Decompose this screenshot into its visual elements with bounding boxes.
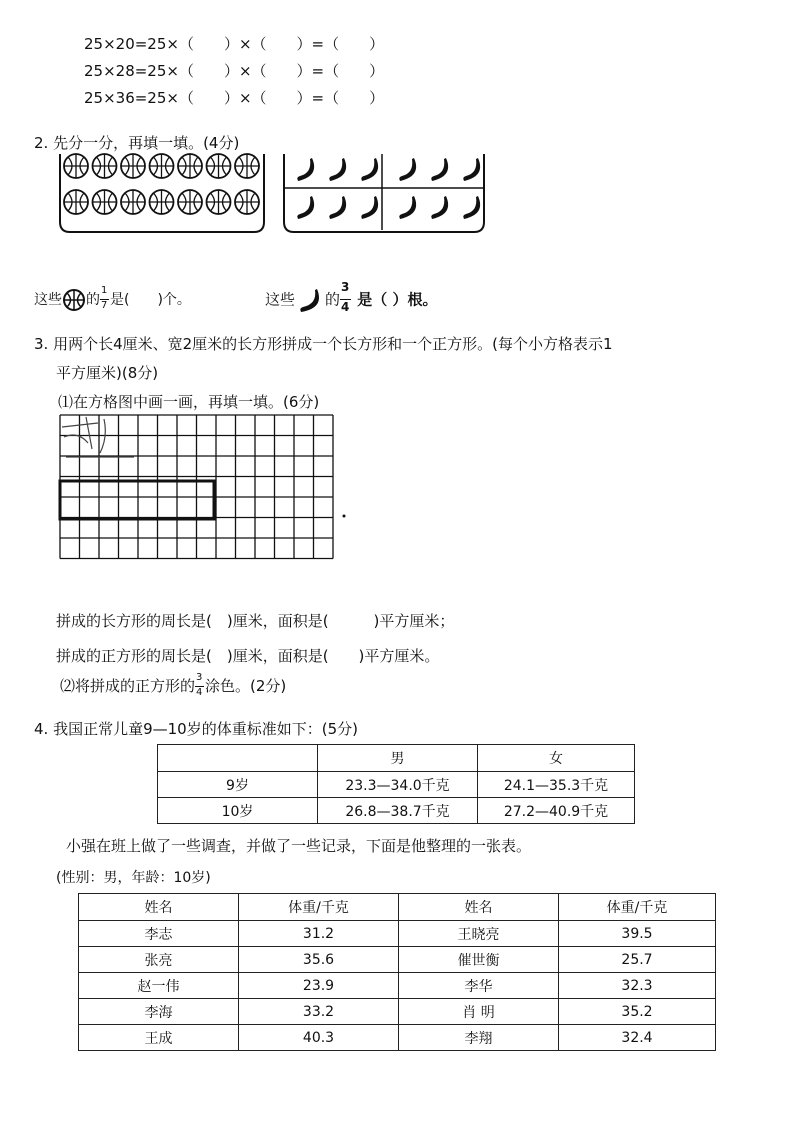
table-cell: 李华 (399, 973, 559, 999)
q4-meta: (性别：男，年龄：10岁) (56, 870, 211, 886)
table-row (79, 973, 716, 999)
fraction-three-quarters (195, 671, 205, 698)
basketball-icon (235, 154, 259, 178)
q4-title: 4. 我国正常儿童9—10岁的体重标准如下：(5分) (34, 720, 358, 738)
header-cell: 体重/千克 (559, 894, 716, 921)
q2-title: 2. 先分一分，再填一填。(4分) (34, 134, 240, 152)
table-row (79, 1025, 716, 1051)
banana-icon (431, 158, 448, 181)
banana-icon (361, 196, 378, 219)
table-header-row (79, 894, 716, 921)
basketball-icon (93, 190, 117, 214)
basketball-icon (207, 190, 231, 214)
table-cell: 25.7 (559, 947, 716, 973)
text-of: 的 (325, 290, 341, 309)
table-cell: 肖 明 (399, 999, 559, 1025)
basketball-icon (150, 154, 174, 178)
basketball-icon (62, 288, 86, 312)
banana-icon (399, 158, 416, 181)
q3-title-line1: 3. 用两个长4厘米、宽2厘米的长方形拼成一个长方形和一个正方形。(每个小方格表示1 (34, 335, 613, 353)
table-row (79, 921, 716, 947)
table-header-row (158, 745, 635, 772)
table-cell: 32.4 (559, 1025, 716, 1051)
table-cell: 32.3 (559, 973, 716, 999)
table-cell: 26.8—38.7千克 (318, 798, 478, 824)
text-prefix: ⑵将拼成的正方形的 (60, 677, 196, 695)
frac-den: 4 (196, 686, 203, 698)
table-cell: 27.2—40.9千克 (478, 798, 635, 824)
table-cell: 24.1—35.3千克 (478, 772, 635, 798)
table-row (79, 999, 716, 1025)
q3-title-line2: 平方厘米)(8分) (56, 364, 159, 382)
table-cell: 李翔 (399, 1025, 559, 1051)
table-cell: 王晓亮 (399, 921, 559, 947)
standard-table (157, 744, 635, 824)
table-cell: 40.3 (239, 1025, 399, 1051)
basketball-icon (150, 190, 174, 214)
banana-icon (329, 158, 346, 181)
frac-den: 4 (341, 300, 350, 314)
banana-icon (297, 196, 314, 219)
frac-num: 3 (196, 671, 203, 683)
table-cell: 39.5 (559, 921, 716, 947)
table-cell: 35.6 (239, 947, 399, 973)
basketball-icon (207, 154, 231, 178)
table-cell: 10岁 (158, 798, 318, 824)
table-cell: 33.2 (239, 999, 399, 1025)
table-row (158, 798, 635, 824)
table-cell: 催世衡 (399, 947, 559, 973)
survey-table (78, 893, 716, 1051)
equation-2: 25×28=25×（ ）×（ ）=（ ） (84, 62, 385, 80)
frac-den: 7 (101, 300, 108, 311)
header-cell: 体重/千克 (239, 894, 399, 921)
banana-icon (431, 196, 448, 219)
header-cell: 姓名 (399, 894, 559, 921)
header-cell: 姓名 (79, 894, 239, 921)
header-cell: 女 (478, 745, 635, 772)
table-cell: 王成 (79, 1025, 239, 1051)
q3-sub2 (60, 671, 287, 698)
banana-icon (463, 196, 480, 219)
basketball-icon (121, 154, 145, 178)
table-row (158, 772, 635, 798)
frac-num: 3 (341, 280, 350, 294)
table-cell: 23.3—34.0千克 (318, 772, 478, 798)
basketball-icon (235, 190, 259, 214)
text-suffix: 是（ ）根。 (352, 290, 438, 309)
text-suffix: 是( )个。 (110, 292, 191, 308)
banana-icon (329, 196, 346, 219)
table-cell: 赵一伟 (79, 973, 239, 999)
table-cell: 9岁 (158, 772, 318, 798)
header-cell: 男 (318, 745, 478, 772)
banana-icon (295, 286, 325, 314)
banana-icon (297, 158, 314, 181)
basketball-icon (64, 154, 88, 178)
banana-icon (399, 196, 416, 219)
basketball-icon (64, 190, 88, 214)
q3-sub1: ⑴在方格图中画一画，再填一填。(6分) (58, 393, 320, 411)
basketball-box (58, 152, 268, 234)
table-cell: 李志 (79, 921, 239, 947)
table-cell: 35.2 (559, 999, 716, 1025)
table-cell: 李海 (79, 999, 239, 1025)
q2-line-b (265, 280, 438, 314)
q2-line-a (34, 285, 191, 312)
header-cell (158, 745, 318, 772)
frac-num: 1 (101, 285, 108, 296)
table-cell: 31.2 (239, 921, 399, 947)
q3-blank-2: 拼成的正方形的周长是( )厘米，面积是( )平方厘米。 (56, 647, 440, 665)
fraction-three-quarters (340, 280, 352, 314)
table-cell: 23.9 (239, 973, 399, 999)
banana-icon (361, 158, 378, 181)
basketball-icon (178, 190, 202, 214)
basketball-icon (178, 154, 202, 178)
text-suffix: 涂色。(2分) (205, 677, 287, 695)
equation-3: 25×36=25×（ ）×（ ）=（ ） (84, 89, 385, 107)
text-of: 的 (86, 292, 100, 308)
equation-1: 25×20=25×（ ）×（ ）=（ ） (84, 35, 385, 53)
basketball-icon (93, 154, 117, 178)
table-row (79, 947, 716, 973)
table-cell: 张亮 (79, 947, 239, 973)
text-prefix: 这些 (265, 290, 296, 309)
fraction-one-seventh (100, 285, 110, 311)
banana-box (282, 152, 488, 234)
q4-note: 小强在班上做了一些调查，并做了一些记录，下面是他整理的一张表。 (66, 837, 532, 855)
basketball-icon (121, 190, 145, 214)
text-prefix: 这些 (34, 292, 62, 308)
banana-icon (463, 158, 480, 181)
grid-paper (58, 413, 348, 561)
q3-blank-1: 拼成的长方形的周长是( )厘米，面积是( )平方厘米； (56, 612, 455, 630)
